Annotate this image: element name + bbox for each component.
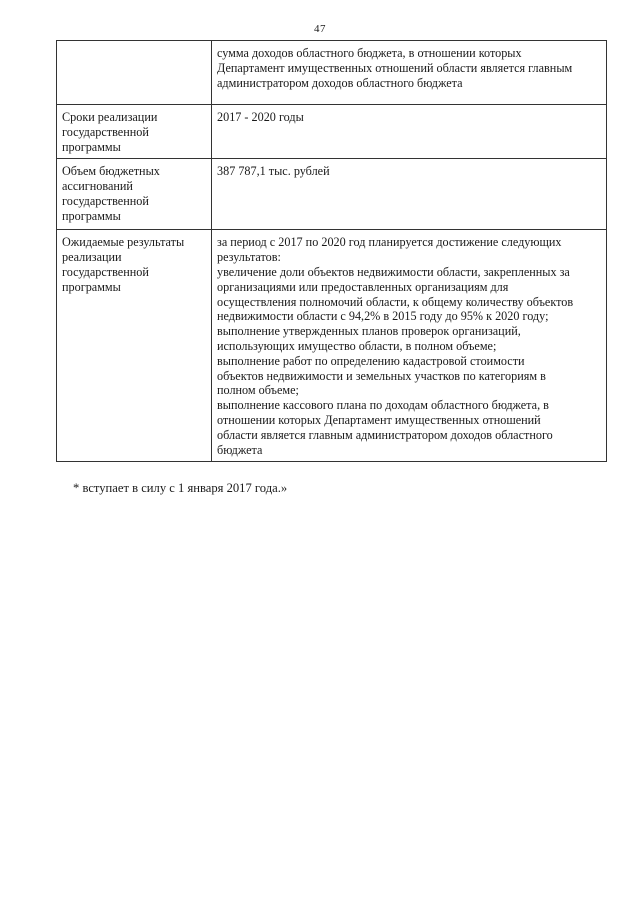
row-content-cell bbox=[212, 41, 607, 105]
content-line: недвижимости области с 94,2% в 2015 году до 95% к 2020 году; bbox=[217, 309, 549, 324]
label-line: ассигнований bbox=[62, 179, 133, 194]
label-line: программы bbox=[62, 279, 121, 294]
content-line: отношении которых Департамент имущественных отношений bbox=[217, 412, 541, 427]
row-label-cell bbox=[57, 159, 212, 230]
content-line: организациями или предоставленных организациям для bbox=[217, 279, 509, 294]
content-line: осуществления полномочий области, к общему количеству объектов bbox=[217, 294, 574, 309]
content-line: полном объеме; bbox=[217, 383, 299, 398]
content-line: увеличение доли объектов недвижимости области, закрепленных за bbox=[217, 264, 570, 279]
row-label-cell bbox=[57, 230, 212, 462]
row-content-cell bbox=[212, 159, 607, 230]
content-line: администратором доходов областного бюджета bbox=[217, 75, 463, 90]
content-line: объектов недвижимости и земельных участков по категориям в bbox=[217, 368, 546, 383]
content-line: бюджета bbox=[217, 442, 263, 457]
label-line: Объем бюджетных bbox=[62, 164, 160, 179]
row-content-cell bbox=[212, 230, 607, 462]
label-line: Сроки реализации bbox=[62, 110, 158, 124]
content-line: 2017 - 2020 годы bbox=[217, 110, 304, 124]
table-row bbox=[57, 105, 607, 159]
content-line: результатов: bbox=[217, 250, 281, 265]
content-line: области является главным администратором доходов областного bbox=[217, 427, 553, 442]
label-line: государственной bbox=[62, 264, 149, 279]
page-number: 47 bbox=[314, 23, 326, 35]
content-line: сумма доходов областного бюджета, в отношении которых bbox=[217, 46, 522, 60]
row-label-cell bbox=[57, 105, 212, 159]
row-content-cell bbox=[212, 105, 607, 159]
label-line: реализации bbox=[62, 250, 122, 265]
table-row bbox=[57, 159, 607, 230]
content-line: выполнение кассового плана по доходам областного бюджета, в bbox=[217, 398, 549, 413]
content-line: 387 787,1 тыс. рублей bbox=[217, 164, 330, 179]
program-passport-table bbox=[56, 40, 607, 462]
table-row bbox=[57, 230, 607, 462]
table-row bbox=[57, 41, 607, 105]
label-line: программы bbox=[62, 139, 121, 154]
label-line: программы bbox=[62, 208, 121, 223]
content-line: выполнение работ по определению кадастровой стоимости bbox=[217, 353, 525, 368]
footnote: * вступает в силу с 1 января 2017 года.» bbox=[73, 481, 288, 495]
row-label-cell bbox=[57, 41, 212, 105]
label-line: Ожидаемые результаты bbox=[62, 235, 185, 250]
content-line: за период с 2017 по 2020 год планируется достижение следующих bbox=[217, 235, 562, 250]
label-line: государственной bbox=[62, 193, 149, 208]
content-line: использующих имущество области, в полном объеме; bbox=[217, 338, 497, 353]
label-line: государственной bbox=[62, 124, 149, 139]
content-line: Департамент имущественных отношений области является главным bbox=[217, 60, 573, 75]
content-line: выполнение утвержденных планов проверок организаций, bbox=[217, 324, 521, 339]
